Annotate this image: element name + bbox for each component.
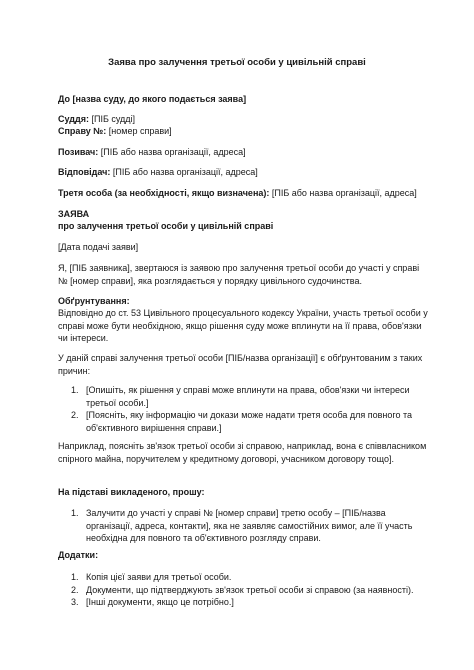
- third-party-label: Третя особа (за необхідності, якщо визначена):: [58, 188, 270, 198]
- document-title: Заява про залучення третьої особи у цивільній справі: [108, 57, 366, 68]
- judge-line: [58, 113, 428, 126]
- court-addressee: До [назва суду, до якого подається заява]: [58, 94, 247, 104]
- justification-text: Відповідно до ст. 53 Цивільного процесуального кодексу України, участь третьої особи у справі може бути необхідною, якщо рішення суду може вплинути на її права, обов'язки чи інтереси.: [58, 308, 428, 343]
- judge-label: Суддя:: [58, 114, 89, 124]
- list-item: 1. [Опишіть, як рішення у справі може вплинути на права, обов'язки чи інтереси третьої особи.]: [71, 385, 410, 408]
- defendant-label: Відповідач:: [58, 167, 111, 177]
- statement-intro: Я, [ПІБ заявника], звертаюся із заявою про залучення третьої особи до участі у справі № [номер справи], яка розглядається у порядку цивільного судочинства.: [58, 263, 420, 286]
- attachments-list: [58, 571, 418, 609]
- statement-subheading: про залучення третьої особи у цивільній справі: [58, 221, 274, 231]
- case-label: Справу №:: [58, 126, 107, 136]
- plaintiff-label: Позивач:: [58, 147, 99, 157]
- justification-heading: Обґрунтування:: [58, 296, 130, 306]
- list-item: 3. [Інші документи, якщо це потрібно.]: [71, 597, 234, 607]
- judge-value: [ПІБ судді]: [88, 114, 136, 124]
- list-item: 1. Копія цієї заяви для третьої особи.: [71, 572, 232, 582]
- request-heading: На підставі викладеного, прошу:: [58, 487, 205, 497]
- case-value: [номер справи]: [106, 126, 172, 136]
- plaintiff-line: [58, 146, 428, 159]
- statement-date: [Дата подачі заяви]: [58, 242, 139, 252]
- statement-heading: ЗАЯВА: [58, 209, 90, 219]
- reasons-list: [58, 384, 418, 434]
- example-text: Наприклад, поясніть зв'язок третьої особи зі справою, наприклад, вона є співвласником спірного майна, поручителем у кредитному договорі, учасником договору тощо].: [58, 441, 427, 464]
- list-item: 2. Документи, що підтверджують зв'язок третьої особи зі справою (за наявності).: [71, 584, 414, 595]
- third-party-line: [58, 187, 458, 200]
- third-party-value: [ПІБ або назва організації, адреса]: [269, 188, 417, 198]
- attachments-heading: Додатки:: [58, 550, 99, 560]
- defendant-line: [58, 166, 428, 179]
- list-item: 1. Залучити до участі у справі № [номер справи] третю особу – [ПІБ/назва організації, адреса, контакти], яка не заявляє самостійних вимог, але її участь необхідна для повного та об'єктивного розгляду справи.: [71, 508, 413, 543]
- request-list: [58, 507, 418, 545]
- plaintiff-value: [ПІБ або назва організації, адреса]: [98, 147, 246, 157]
- justification-case-text: У даній справі залучення третьої особи [ПІБ/назва організації] є обґрунтованим з таких причин:: [58, 353, 423, 376]
- defendant-value: [ПІБ або назва організації, адреса]: [110, 167, 258, 177]
- list-item: 2. [Поясніть, яку інформацію чи докази може надати третя особа для повного та об'єктивного вирішення справи.]: [71, 410, 413, 433]
- case-line: [58, 125, 428, 138]
